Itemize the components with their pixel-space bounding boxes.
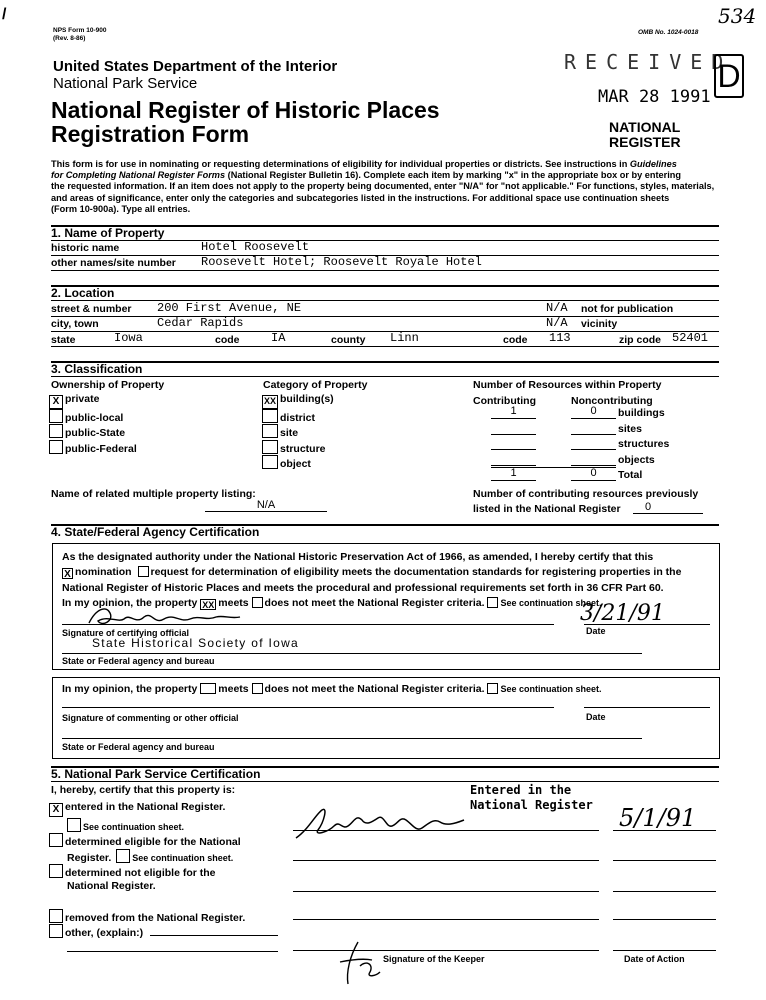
received-stamp-text: RECEIVED bbox=[564, 50, 733, 74]
agency-label: State or Federal agency and bureau bbox=[62, 656, 215, 666]
rule bbox=[51, 270, 719, 271]
entered-stamp-1: Entered in the bbox=[470, 783, 572, 797]
state-label: state bbox=[51, 334, 76, 346]
entered-continuation-checkbox[interactable] bbox=[67, 818, 81, 832]
intro-line: (Form 10-900a). Type all entries. bbox=[51, 203, 191, 214]
total-separator bbox=[491, 467, 616, 468]
vicinity-mark[interactable]: N/A bbox=[546, 316, 568, 330]
section4-heading: 4. State/Federal Agency Certification bbox=[51, 525, 260, 539]
date2-line bbox=[584, 707, 710, 708]
not-eligible-checkbox[interactable] bbox=[49, 864, 63, 878]
rule bbox=[51, 300, 719, 301]
vicinity-label: vicinity bbox=[581, 318, 618, 330]
city-field[interactable]: Cedar Rapids bbox=[157, 316, 244, 330]
other-names-label: other names/site number bbox=[51, 257, 176, 269]
keeper-date-line bbox=[613, 830, 716, 831]
noncontributing-heading: Noncontributing bbox=[571, 395, 653, 407]
opinion2-line bbox=[62, 683, 601, 695]
keeper-date-line bbox=[613, 950, 716, 951]
category-label: site bbox=[280, 427, 299, 439]
contributing-count-field[interactable]: 1 bbox=[491, 467, 536, 481]
removed-checkbox[interactable] bbox=[49, 909, 63, 923]
does-not-meet2-checkbox[interactable] bbox=[252, 683, 263, 694]
county-code-label: code bbox=[503, 334, 528, 346]
category-checkbox[interactable] bbox=[262, 440, 278, 454]
ownership-label: public-local bbox=[65, 411, 124, 424]
intro-line: the requested information. If an item does not apply to the property being documented, enter "N/A" for "not applicable." For functions, styles, materials, bbox=[51, 181, 715, 192]
continuation2-checkbox[interactable] bbox=[487, 683, 498, 694]
previously-listed-value: 0 bbox=[645, 501, 652, 513]
intro-italic: for Completing National Register Forms bbox=[51, 170, 226, 181]
not-for-publication-mark[interactable]: N/A bbox=[546, 301, 568, 315]
ownership-heading: Ownership of Property bbox=[51, 379, 165, 391]
state-code-field[interactable]: IA bbox=[271, 331, 286, 345]
keeper-signature-line bbox=[293, 891, 599, 892]
noncontributing-count-field[interactable]: 0 bbox=[571, 405, 616, 419]
previously-listed-label-1: Number of contributing resources previously bbox=[473, 488, 699, 500]
category-option bbox=[262, 424, 298, 439]
county-label: county bbox=[331, 334, 366, 346]
certification-text-3: National Register of Historic Places and meets the procedural and professional requirements set forth in 36 CFR Part 60. bbox=[62, 582, 664, 594]
meets2-label: meets bbox=[218, 683, 249, 695]
not-for-publication-label: not for publication bbox=[581, 303, 674, 315]
contributing-count-field[interactable] bbox=[491, 436, 536, 450]
ownership-checkbox[interactable] bbox=[49, 409, 63, 423]
contributing-heading: Contributing bbox=[473, 395, 536, 407]
date-line bbox=[584, 624, 710, 625]
other-checkbox[interactable] bbox=[49, 924, 63, 938]
does-not-meet-label: does not meet the National Register criteria. bbox=[264, 597, 485, 609]
ownership-label: public-Federal bbox=[65, 442, 137, 455]
ownership-checkbox[interactable]: X bbox=[49, 395, 63, 409]
nps-certify-intro: I, hereby, certify that this property is: bbox=[51, 784, 236, 796]
previously-listed-label-2: listed in the National Register bbox=[473, 503, 621, 515]
signature-line bbox=[62, 624, 554, 625]
section5-heading: 5. National Park Service Certification bbox=[51, 767, 261, 781]
determined-eligible-label: determined eligible for the National bbox=[65, 836, 241, 848]
ownership-label: public-State bbox=[65, 427, 126, 439]
entered-checkbox[interactable]: X bbox=[49, 803, 63, 817]
state-field[interactable]: Iowa bbox=[114, 331, 143, 345]
form-title: National Register of Historic Places bbox=[51, 97, 440, 123]
section1-heading: 1. Name of Property bbox=[51, 226, 165, 240]
historic-name-label: historic name bbox=[51, 242, 120, 254]
ownership-label: private bbox=[65, 393, 100, 405]
instructions-paragraph bbox=[51, 159, 741, 215]
keeper-date-line bbox=[613, 860, 716, 861]
entered-label: entered in the National Register. bbox=[65, 801, 226, 813]
category-label: district bbox=[280, 411, 316, 424]
keeper-signature bbox=[288, 800, 488, 846]
resource-type-label: buildings bbox=[618, 407, 665, 419]
street-field[interactable]: 200 First Avenue, NE bbox=[157, 301, 302, 315]
keeper-initials bbox=[336, 938, 384, 988]
ownership-checkbox[interactable] bbox=[49, 440, 63, 454]
historic-name-field[interactable]: Hotel Roosevelt bbox=[201, 240, 310, 254]
category-option bbox=[262, 409, 315, 424]
rule bbox=[51, 781, 719, 782]
keeper-signature-label: Signature of the Keeper bbox=[383, 954, 485, 964]
stamp-date: MAR 28 1991 bbox=[598, 87, 711, 107]
agency-field[interactable]: State Historical Society of Iowa bbox=[92, 636, 300, 650]
intro-line: and areas of significance, enter only the categories and subcategories listed in the instructions. For additional space use continuation sheets bbox=[51, 192, 670, 203]
opinion-text: In my opinion, the property bbox=[62, 597, 198, 609]
continuation2-label: See continuation sheet. bbox=[500, 684, 602, 694]
nomination-label: nomination bbox=[75, 566, 132, 578]
certification-text-1: As the designated authority under the National Historic Preservation Act of 1966, as amended, I hereby certify that this bbox=[62, 551, 654, 563]
category-option bbox=[262, 440, 326, 455]
category-option bbox=[262, 393, 334, 409]
ownership-option bbox=[49, 440, 137, 455]
category-checkbox[interactable] bbox=[262, 409, 278, 423]
meets2-checkbox[interactable] bbox=[200, 683, 216, 694]
county-code-field[interactable]: 113 bbox=[549, 331, 571, 345]
meets-label: meets bbox=[218, 597, 249, 609]
margin-mark: / bbox=[2, 6, 7, 23]
intro-italic: Guidelines bbox=[629, 159, 677, 169]
category-checkbox[interactable] bbox=[262, 424, 278, 438]
keeper-signature-line bbox=[293, 919, 599, 920]
noncontributing-count-field[interactable]: 0 bbox=[571, 467, 616, 481]
entered-stamp-2: National Register bbox=[470, 798, 593, 812]
not-eligible-label-2: National Register. bbox=[67, 880, 156, 892]
section-divider bbox=[51, 361, 719, 363]
contributing-count-field[interactable] bbox=[491, 452, 536, 466]
noncontributing-count-field[interactable] bbox=[571, 436, 616, 450]
stamp-letter-box bbox=[714, 54, 744, 98]
category-checkbox[interactable]: XX bbox=[262, 395, 278, 409]
meets-checkbox[interactable]: XX bbox=[202, 600, 215, 610]
ownership-checkbox[interactable] bbox=[49, 424, 63, 438]
form-revision: (Rev. 8-86) bbox=[53, 35, 86, 42]
resources-heading: Number of Resources within Property bbox=[473, 379, 662, 391]
keeper-signature-line bbox=[293, 830, 599, 831]
determined-eligible-label-2: Register. bbox=[67, 852, 112, 864]
handwritten-page-number: 534 bbox=[718, 4, 757, 28]
other-label: other, (explain:) bbox=[65, 927, 144, 939]
stamp-national: NATIONAL bbox=[609, 119, 681, 135]
certification-line-2 bbox=[62, 566, 681, 579]
category-checkbox[interactable] bbox=[262, 455, 278, 469]
category-option bbox=[262, 455, 311, 470]
eligible-continuation-label: See continuation sheet. bbox=[132, 853, 234, 863]
contributing-count-field[interactable] bbox=[491, 421, 536, 435]
keeper-action-date: 5/1/91 bbox=[619, 804, 697, 832]
county-field[interactable]: Linn bbox=[390, 331, 419, 345]
contributing-count-field[interactable]: 1 bbox=[491, 405, 536, 419]
street-label: street & number bbox=[51, 303, 132, 315]
section-divider bbox=[51, 285, 719, 287]
form-subtitle: Registration Form bbox=[51, 121, 250, 147]
intro-line: (National Register Bulletin 16). Complete each item by marking "x" in the appropriate box or by entering bbox=[225, 170, 682, 181]
department-name: United States Department of the Interior bbox=[53, 58, 338, 75]
zip-field[interactable]: 52401 bbox=[672, 331, 709, 345]
certification-date: 3/21/91 bbox=[580, 601, 665, 626]
request-checkbox[interactable] bbox=[138, 566, 149, 577]
state-code-label: code bbox=[215, 334, 240, 346]
opinion2-text: In my opinion, the property bbox=[62, 683, 198, 695]
received-stamp bbox=[556, 40, 733, 80]
zip-label: zip code bbox=[619, 334, 662, 346]
agency2-line bbox=[62, 738, 642, 739]
category-label: object bbox=[280, 458, 311, 470]
nomination-checkbox[interactable]: X bbox=[62, 568, 73, 579]
omb-number: OMB No. 1024-0018 bbox=[638, 29, 699, 36]
agency-line bbox=[62, 653, 642, 654]
other-names-field[interactable]: Roosevelt Hotel; Roosevelt Royale Hotel bbox=[201, 255, 482, 269]
other-option bbox=[49, 924, 143, 939]
keeper-date-line bbox=[613, 891, 716, 892]
eligible-continuation-checkbox[interactable] bbox=[116, 849, 130, 863]
does-not-meet2-label: does not meet the National Register criteria. bbox=[264, 683, 485, 695]
section2-heading: 2. Location bbox=[51, 286, 115, 300]
ownership-option bbox=[49, 424, 125, 439]
other-explain-line bbox=[150, 935, 278, 936]
resource-type-label: Total bbox=[618, 469, 643, 481]
other-explain-line bbox=[67, 951, 278, 952]
resource-type-label: structures bbox=[618, 438, 670, 450]
certification-date-label: Date bbox=[586, 626, 606, 636]
previously-listed-field[interactable] bbox=[633, 501, 703, 514]
commenting-signature-label: Signature of commenting or other official bbox=[62, 713, 239, 723]
agency2-label: State or Federal agency and bureau bbox=[62, 742, 215, 752]
category-label: structure bbox=[280, 442, 326, 455]
continuation-label: See continuation sheet. bbox=[500, 598, 602, 608]
rule bbox=[51, 331, 719, 332]
rule bbox=[51, 316, 719, 317]
category-label: building(s) bbox=[280, 393, 334, 405]
keeper-signature-line bbox=[293, 860, 599, 861]
section3-heading: 3. Classification bbox=[51, 362, 143, 376]
category-heading: Category of Property bbox=[263, 379, 368, 391]
stamp-register: REGISTER bbox=[609, 134, 681, 150]
determined-eligible-line2 bbox=[67, 849, 233, 864]
noncontributing-count-field[interactable] bbox=[571, 421, 616, 435]
entered-continuation-label: See continuation sheet. bbox=[83, 822, 185, 832]
request-label: request for determination of eligibility meets the documentation standards for registering properties in the bbox=[150, 566, 682, 578]
entered-continuation-option bbox=[67, 818, 184, 832]
not-eligible-label: determined not eligible for the bbox=[65, 867, 216, 879]
date-of-action-label: Date of Action bbox=[624, 954, 685, 964]
rule bbox=[51, 376, 719, 377]
removed-option bbox=[49, 909, 245, 924]
ownership-option bbox=[49, 393, 99, 409]
multiple-listing-field[interactable] bbox=[205, 499, 327, 512]
rule bbox=[51, 240, 719, 241]
multiple-listing-label: Name of related multiple property listing: bbox=[51, 488, 256, 500]
form-number: NPS Form 10-900 bbox=[53, 27, 107, 34]
entered-option bbox=[49, 801, 225, 817]
resource-type-label: objects bbox=[618, 453, 655, 466]
determined-eligible-option bbox=[49, 833, 241, 848]
determined-eligible-checkbox[interactable] bbox=[49, 833, 63, 847]
multiple-listing-value: N/A bbox=[256, 499, 276, 511]
resource-type-label: sites bbox=[618, 422, 642, 435]
ownership-option bbox=[49, 409, 123, 424]
intro-line: This form is for use in nominating or requesting determinations of eligibility for individual properties or districts. See instructions in bbox=[51, 159, 630, 169]
noncontributing-count-field[interactable] bbox=[571, 452, 616, 466]
signature2-line bbox=[62, 707, 554, 708]
city-label: city, town bbox=[51, 318, 99, 330]
removed-label: removed from the National Register. bbox=[65, 912, 246, 924]
continuation-checkbox[interactable] bbox=[487, 597, 498, 608]
keeper-date-line bbox=[613, 919, 716, 920]
service-name: National Park Service bbox=[53, 75, 198, 92]
stamp-letter: D bbox=[717, 58, 741, 94]
not-eligible-option bbox=[49, 864, 216, 879]
certifying-signature-label: Signature of certifying official bbox=[62, 628, 190, 638]
rule bbox=[51, 346, 719, 347]
commenting-date-label: Date bbox=[586, 712, 606, 722]
